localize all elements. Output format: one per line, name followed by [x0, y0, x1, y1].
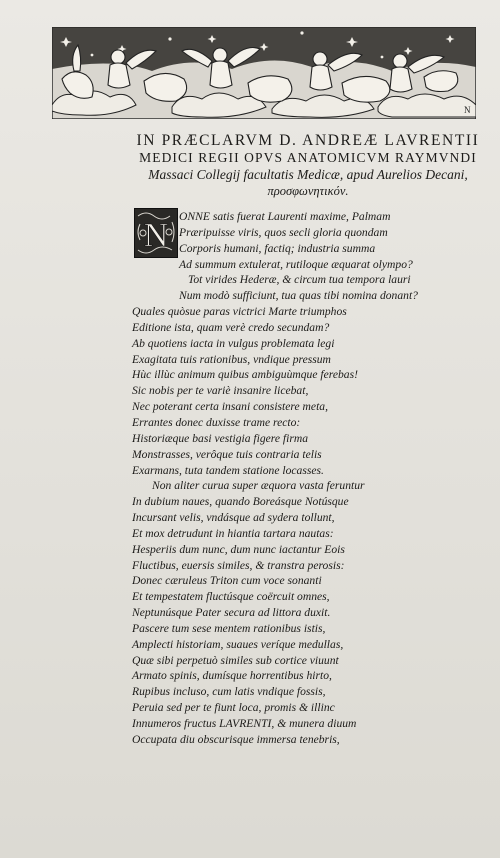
- heading-line-4: προσφωνητικόν.: [267, 184, 349, 198]
- poem-line: Innumeros fructus LAVRENTI, & munera diuum: [132, 717, 357, 730]
- poem-line: Quæ sibi perpetuò similes sub cortice viuunt: [132, 653, 339, 667]
- poem-line: Neptunúsque Pater secura ad littora duxit.: [132, 606, 331, 620]
- drop-cap-letter: N: [143, 217, 169, 254]
- poem-line: Fluctibus, euersis similes, & transtra perosis:: [132, 558, 345, 572]
- banner-monogram: N: [464, 105, 471, 115]
- poem-line: Et mox detrudunt in hiantia tartara nautas:: [132, 526, 334, 540]
- heading-line-1: IN PRÆCLARVM D. ANDREÆ LAVRENTII: [136, 132, 480, 149]
- poem-line: Hùc illùc animum quibus ambiguùmque ferebas!: [132, 368, 358, 382]
- poem-line: Præripuisse viris, quos secli gloria quondam: [179, 225, 388, 239]
- poem-line: Pascere tum sese mentem rationibus istis,: [132, 621, 326, 635]
- poem-line: Hesperiis dum nunc, dum nunc iactantur Eois: [132, 542, 345, 556]
- heading-line-2: MEDICI REGII OPVS ANATOMICVM RAYMVNDI: [139, 150, 477, 165]
- poem-line: Corporis humani, factiq; industria summa: [179, 241, 376, 255]
- poem-line: Errantes donec duxisse trame recto:: [132, 415, 301, 429]
- poem-line: Rupibus incluso, cum latis vndique fossis,: [132, 685, 326, 699]
- poem-line: Non aliter curua super æquora vasta feruntur: [152, 479, 365, 493]
- poem-line: Occupata diu obscurisque immersa tenebris,: [132, 732, 340, 746]
- poem-line: Sic nobis per te variè insanire licebat,: [132, 384, 309, 398]
- poem-line: Ad summum extulerat, rutiloque æquarat olympo?: [179, 257, 413, 271]
- poem-line: Peruia sed per te fiunt loca, promis & illinc: [132, 701, 335, 715]
- poem-line: Monstrasses, verôque tuis contraria telis: [132, 447, 322, 461]
- poem-line: Incursant velis, vndásque ad sydera tollunt,: [132, 511, 335, 525]
- poem-line: Exagitata tuis rationibus, vndique pressum: [132, 352, 331, 366]
- poem-line: Num modò sufficiunt, tua quas tibi nomina donant?: [179, 289, 418, 303]
- woodcut-illustration: [52, 27, 476, 119]
- poem-line: Et tempestatem fluctúsque coërcuit omnes,: [132, 590, 330, 604]
- poem-body: [132, 209, 492, 748]
- woodcut-headpiece: [52, 27, 476, 119]
- poem-line: Armato spinis, dumísque horrentibus hirto,: [132, 669, 332, 683]
- heading-line-3: Massaci Collegij facultatis Medicæ, apud Aurelios Decani,: [148, 167, 468, 182]
- poem-line: ONNE satis fuerat Laurenti maxime, Palmam: [179, 210, 391, 223]
- poem-line: Donec cæruleus Triton cum voce sonanti: [132, 574, 322, 588]
- poem-line: Nec poterant certa insani consistere meta,: [132, 400, 328, 414]
- poem-line: In dubium naues, quando Boreásque Notúsque: [132, 495, 349, 509]
- poem-line: Tot virides Hederæ, & circum tua tempora lauri: [188, 273, 411, 287]
- poem-line: Quales quòsue paras victrici Marte triumphos: [132, 305, 347, 319]
- poem-line: Editione ista, quam verè credo secundam?: [132, 320, 330, 334]
- poem-line: Exarmans, tuta tandem statione locasses.: [132, 463, 324, 477]
- poem-line: Historiæque basi vestigia figere firma: [132, 431, 309, 445]
- poem-line: Amplecti historiam, suaues veríque medullas,: [132, 637, 344, 651]
- dedication-heading: [128, 132, 488, 200]
- poem-line: Ab quotiens iacta in vulgus problemata legi: [132, 336, 335, 350]
